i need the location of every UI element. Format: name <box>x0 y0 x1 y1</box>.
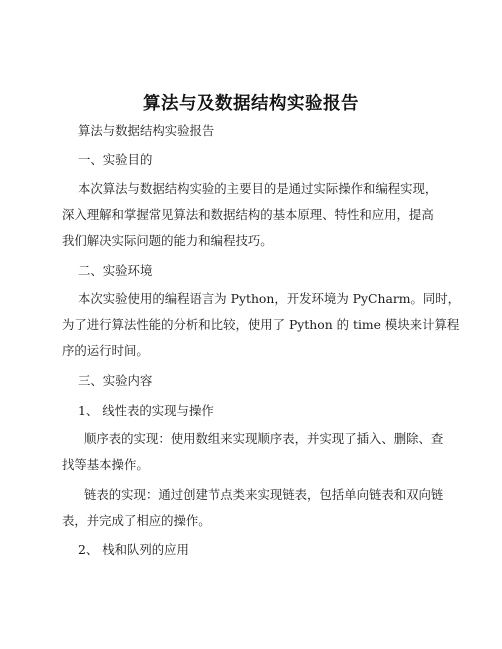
objective-heading: 一、实验目的 <box>78 152 153 167</box>
objective-line-2: 深入理解和掌握常见算法和数据结构的基本原理、特性和应用，提高 <box>62 207 434 222</box>
environment-line-1: 本次实验使用的编程语言为 Python，开发环境为 PyCharm。同时， <box>78 291 461 306</box>
objective-line-3: 我们解决实际问题的能力和编程技巧。 <box>62 233 273 248</box>
linked-list-line-1: 链表的实现：通过创建节点类来实现链表，包括单向链表和双向链 <box>84 487 444 502</box>
environment-line-2: 为了进行算法性能的分析和比较，使用了 Python 的 time 模块来计算程 <box>62 317 460 332</box>
sequential-list-line-1: 顺序表的实现：使用数组来实现顺序表，并实现了插入、删除、查 <box>84 431 444 446</box>
document-subtitle: 算法与数据结构实验报告 <box>78 123 215 138</box>
environment-line-3: 序的运行时间。 <box>62 343 149 358</box>
sequential-list-line-2: 找等基本操作。 <box>62 457 149 472</box>
objective-line-1: 本次算法与数据结构实验的主要目的是通过实际操作和编程实现， <box>78 181 438 196</box>
document-title: 算法与及数据结构实验报告 <box>143 94 359 114</box>
environment-heading: 二、实验环境 <box>78 263 153 278</box>
linked-list-line-2: 表，并完成了相应的操作。 <box>62 513 211 528</box>
content-subheading-2: 2、 栈和队列的应用 <box>78 542 189 557</box>
content-subheading-1: 1、 线性表的实现与操作 <box>78 403 214 418</box>
content-heading: 三、实验内容 <box>78 373 153 388</box>
